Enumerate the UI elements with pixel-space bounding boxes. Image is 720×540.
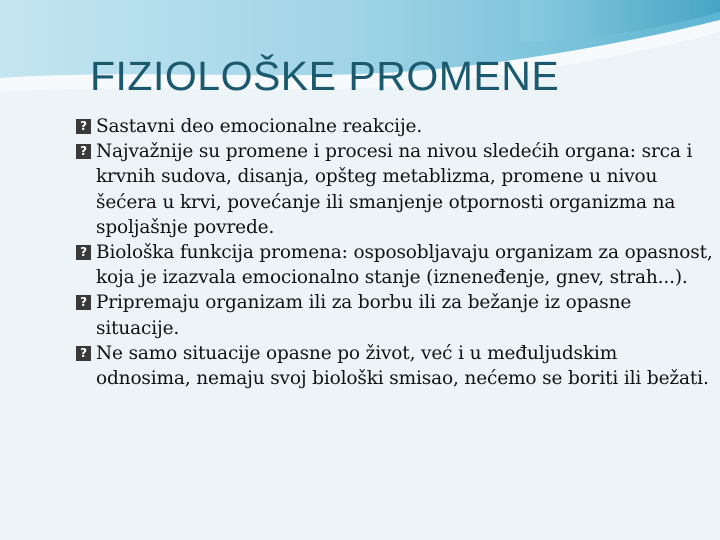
slide-title: FIZIOLOŠKE PROMENE — [90, 53, 560, 99]
bullet-text: Najvažnije su promene i procesi na nivou sledećih organa: srca i krvnih sudova, disanja, opšteg metablizma, promene u nivou šećera u krvi, povećanje ili smanjenje otpornosti organizma na spoljašnje povrede. — [96, 141, 693, 238]
bullet-glyph-icon: ? — [76, 245, 91, 260]
bullet-text: Ne samo situacije opasne po život, već i u međuljudskim odnosima, nemaju svoj biološki smisao, nećemo se boriti ili bežati. — [96, 342, 709, 390]
list-item — [76, 290, 716, 340]
bullet-text: Sastavni deo emocionalne reakcije. — [96, 116, 423, 137]
list-item — [76, 114, 716, 139]
bullet-text: Pripremaju organizam ili za borbu ili za bežanje iz opasne situacije. — [96, 292, 632, 339]
bullet-text: Biološka funkcija promena: osposobljavaju organizam za opasnost, koja je izazvala emocionalno stanje (iznenеđenje, gnev, strah...). — [96, 242, 713, 289]
bullet-glyph-icon: ? — [76, 119, 91, 134]
list-item — [76, 139, 716, 240]
list-item — [76, 341, 716, 391]
bullet-glyph-icon: ? — [76, 144, 91, 159]
bullet-glyph-icon: ? — [76, 346, 91, 361]
bullet-glyph-icon: ? — [76, 295, 91, 310]
bullet-list — [76, 114, 716, 391]
list-item — [76, 240, 716, 290]
